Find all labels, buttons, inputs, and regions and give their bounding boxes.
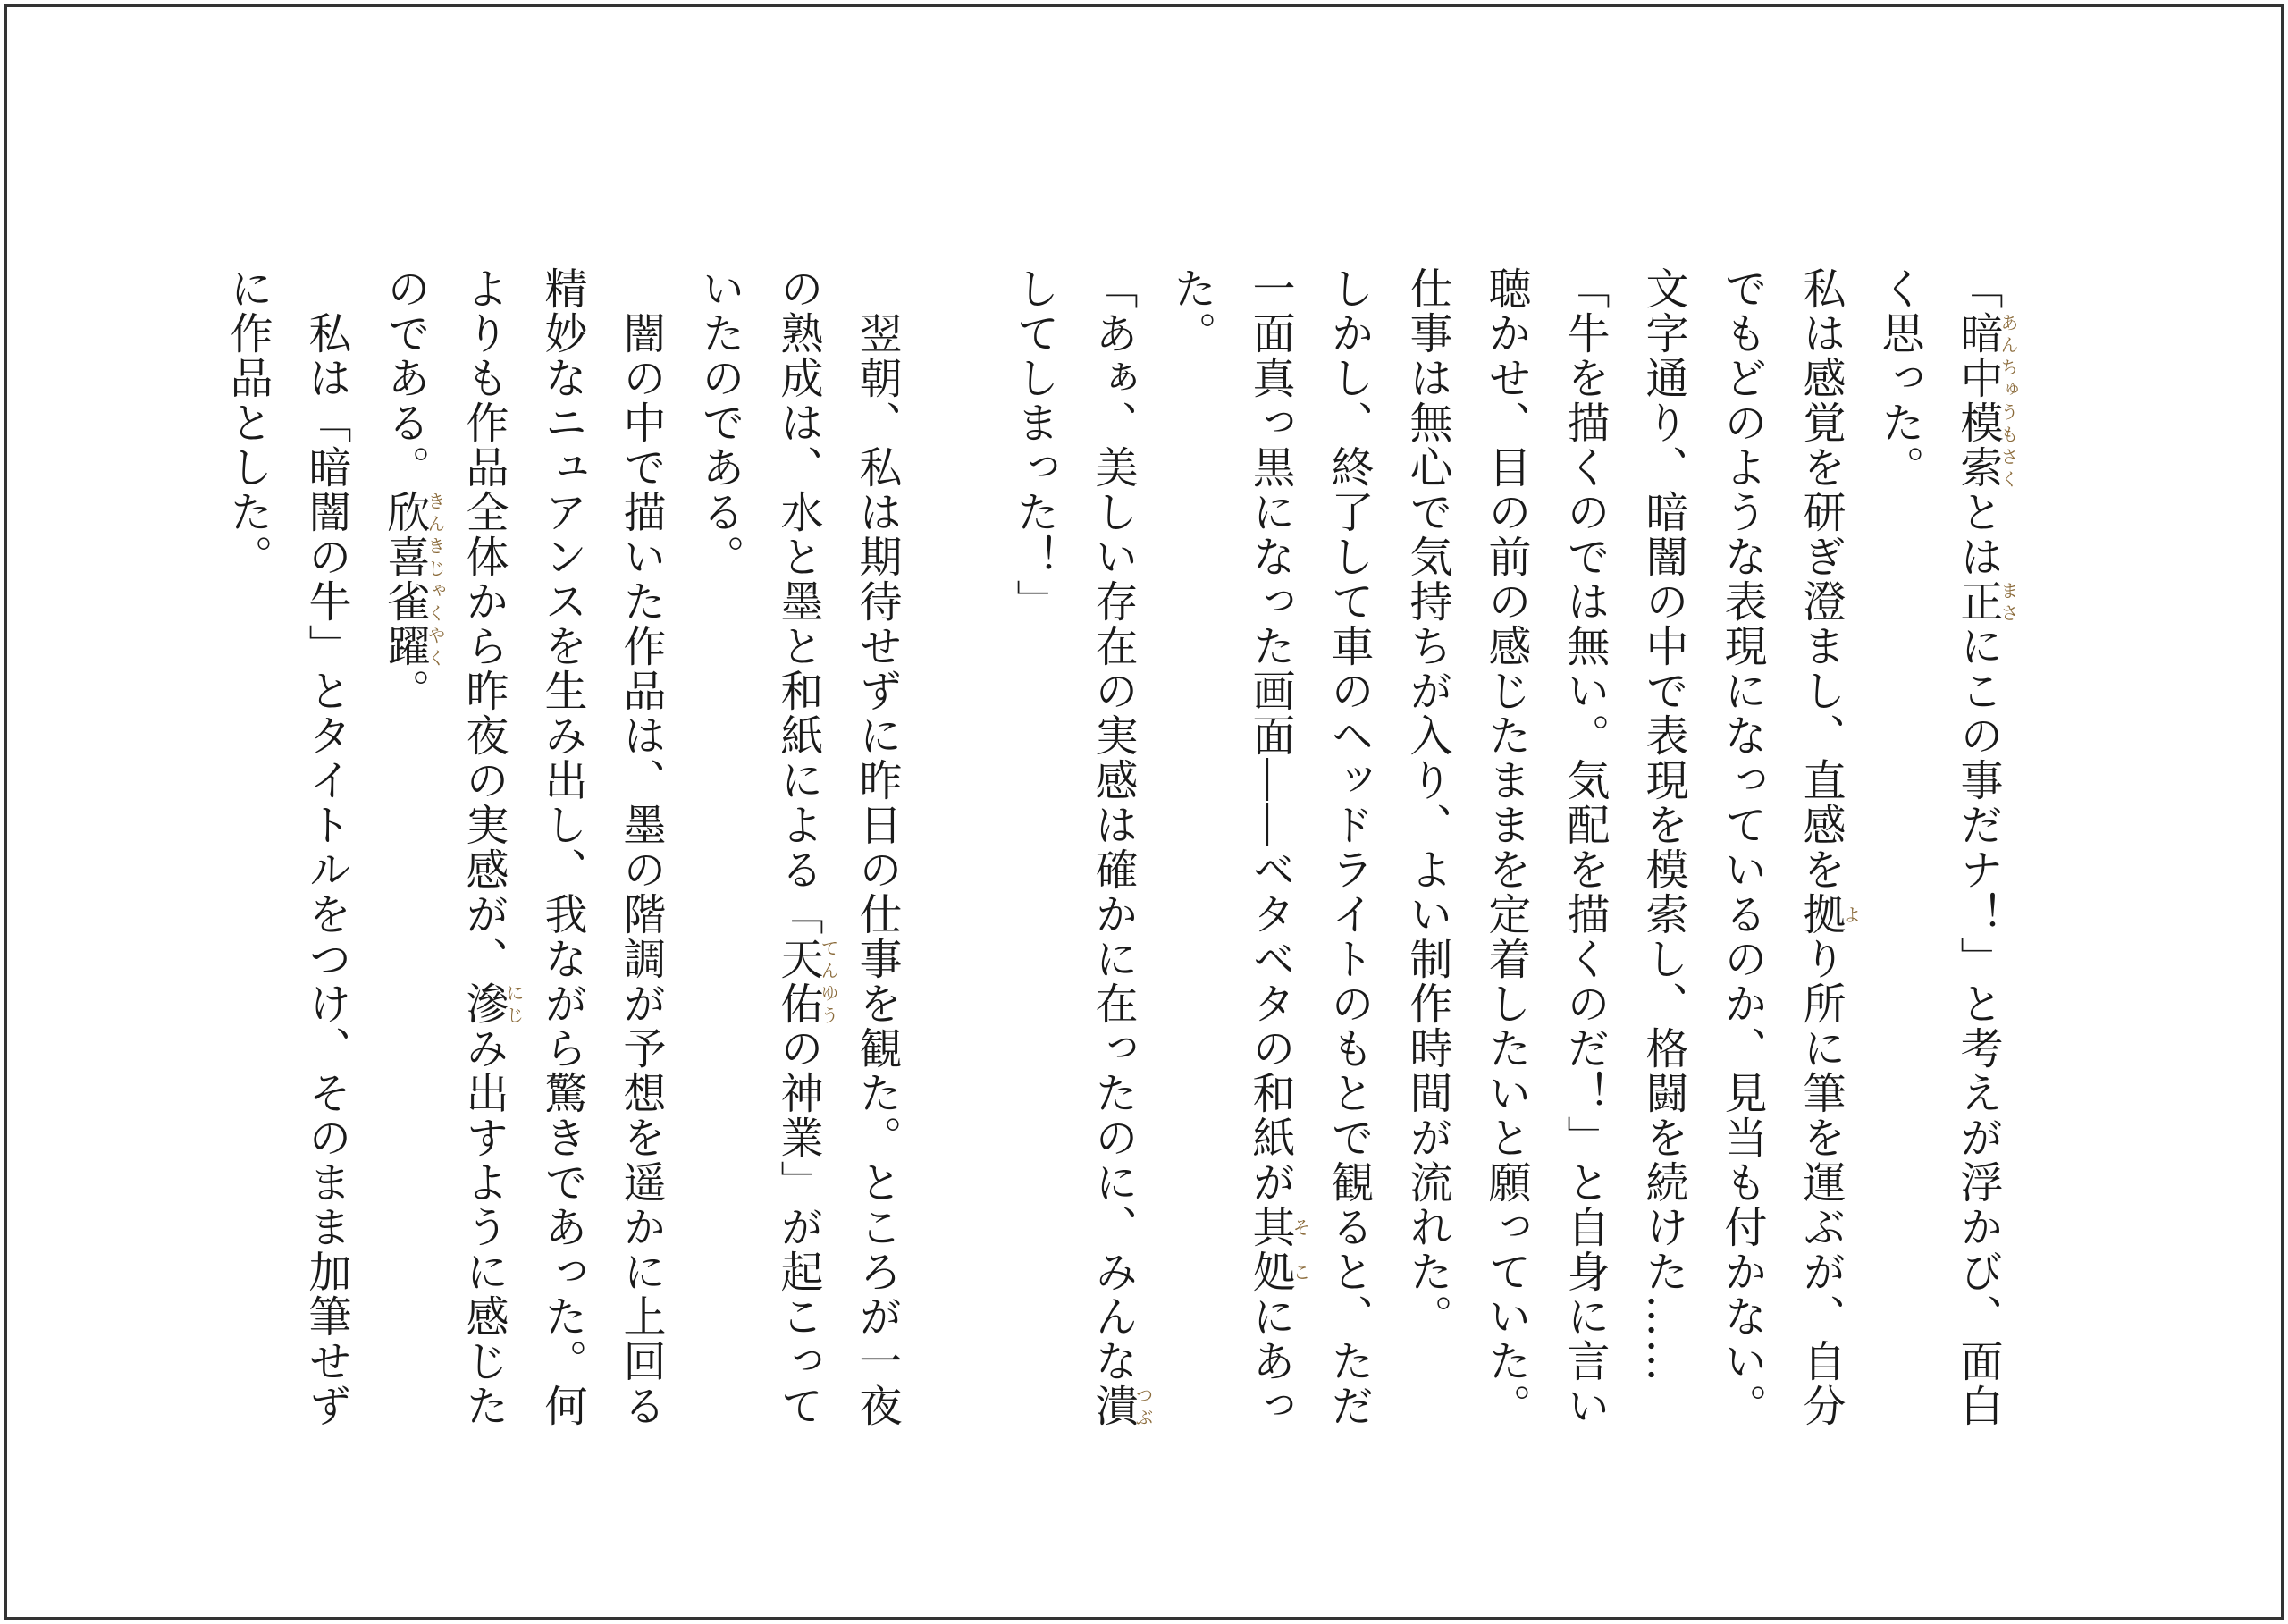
paragraph (995, 266, 1152, 1455)
vertical-essay-text (208, 266, 2017, 1455)
ruby-annotation (1796, 892, 1862, 937)
text-run: 仕事は無心で気持ちが入り、よい制作時間が流れた。 (1402, 266, 1452, 1339)
text-run: 私は感覚を研ぎ澄まし、直感を (1796, 266, 1846, 892)
text-run: 闇の中で描いた作品は、墨の階調が予想を遥かに上回る精妙なニュアンスを生み出し、我ながら驚きであった。何よりも作品全体から昨夜の実感が、 (458, 266, 666, 1428)
text-run: しかし、終了して車のヘッドライトのもとで観ると、ただ一面真っ黒になった画面――ベタベタの和紙が (1245, 266, 1374, 1428)
text-run: 「 (1953, 266, 2003, 311)
text-run: 翌朝、私は期待せずに昨日の仕事を観た。ところが一夜の熟成は、水と墨と和紙による「 (773, 266, 902, 1428)
paragraph (366, 266, 680, 1455)
ruby-base: 潰 (1088, 1384, 1138, 1428)
paragraph (208, 266, 366, 1455)
ruby-base: 拠 (1796, 892, 1846, 937)
ruby-annotation (1088, 1384, 1154, 1428)
text-run: 私は「暗闇の牛」とタイトルをつけ、そのまま加筆せずに作品とした。 (223, 266, 351, 1428)
ruby-base: 暗中模索 (1953, 311, 2003, 490)
text-run: にこの事だナ！」と考えが浮かび、面白く思った。 (1874, 266, 2003, 1428)
ruby-annotation (380, 490, 446, 669)
page-frame (4, 4, 2284, 1620)
paragraph (1152, 266, 1388, 1455)
ruby-base: 滲 (458, 981, 509, 1026)
ruby-reading: つぶ (1132, 1384, 1154, 1428)
paragraph (680, 266, 916, 1455)
text-run: 文字通り、暗闇の中で表現を模索し、格闘を続けた…… (1638, 266, 1688, 1384)
ruby-annotation (1245, 1205, 1311, 1294)
text-run: り所に筆を運ぶが、自分でもどのような表現になっているのか、見当も付かない。 (1717, 266, 1846, 1428)
ruby-reading: よ (1840, 892, 1862, 937)
ruby-base: 天佑 (773, 937, 823, 1026)
text-run: とは (1953, 490, 2003, 579)
paragraph (1624, 266, 1703, 1455)
ruby-reading: てんゆう (818, 937, 839, 1026)
paragraph (1703, 266, 1860, 1455)
ruby-annotation (1953, 579, 2019, 624)
text-run: 「牛を描くのでは無い。気配を描くのだ！」と自身に言い聴かせ、目の前の感じたままを定着したいと願っていた。 (1481, 266, 1610, 1428)
ruby-reading: そこ (1290, 1205, 1311, 1294)
ruby-reading: まさ (1998, 579, 2019, 624)
ruby-reading: きんきじゃくやく (425, 490, 446, 669)
ruby-base: 其処 (1245, 1205, 1295, 1294)
ruby-annotation (773, 937, 839, 1026)
text-run: してしまった！」 (1009, 266, 1059, 624)
paragraph (1388, 266, 1467, 1455)
ruby-reading: あんちゅうもさく (1998, 311, 2019, 490)
paragraph (1467, 266, 1624, 1455)
paragraph (1860, 266, 2017, 1455)
ruby-reading: にじ (503, 981, 525, 1026)
paragraph-spacer (916, 266, 995, 1455)
ruby-annotation (458, 981, 525, 1026)
ruby-base: 正 (1953, 579, 2003, 624)
text-run: の神業」が起こっていたのである。 (694, 266, 823, 1428)
ruby-annotation (1953, 311, 2019, 490)
text-run: 。 (380, 669, 430, 713)
ruby-base: 欣喜雀躍 (380, 490, 430, 669)
text-run: 「あぁ、美しい存在の実感は確かに在ったのに、みんな (1088, 266, 1138, 1384)
text-run: み出すように感じたのである。 (380, 266, 509, 1428)
text-run: にあった。 (1166, 266, 1295, 1428)
